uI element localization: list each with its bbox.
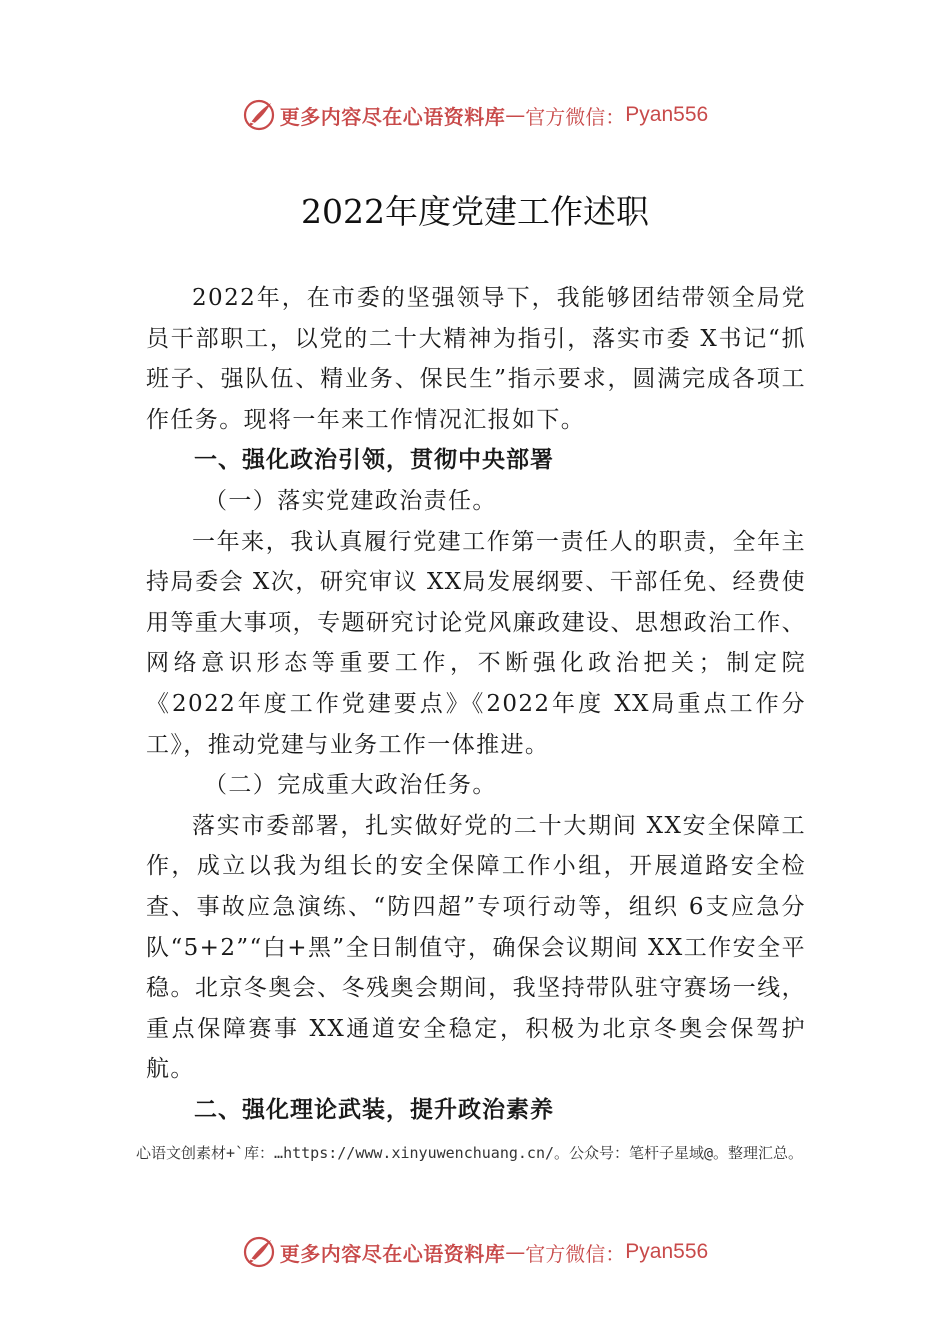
quill-pen-logo-icon [242, 98, 276, 132]
intro-paragraph: 2022年，在市委的坚强领导下，我能够团结带领全局党员干部职工，以党的二十大精神为指引，落实市委 X书记“抓班子、强队伍、精业务、保民生”指示要求，圆满完成各项工作任务。现将一年来工作情况汇报如下。 [146, 285, 806, 433]
sub1-paragraph: 一年来，我认真履行党建工作第一责任人的职责，全年主持局委会 X次，研究审议 XX局发展纲要、干部任免、经费使用等重大事项，专题研究讨论党风廉政建设、思想政治工作、网络意识形态等重要工作，不断强化政治把关；制定院《2022年度工作党建要点》《2022年度 XX局重点工作分工》，推动党建与业务工作一体推进。 [146, 528, 806, 758]
footer-banner [0, 1232, 950, 1272]
sub2-paragraph: 落实市委部署，扎实做好党的二十大期间 XX安全保障工作，成立以我为组长的安全保障工作小组，开展道路安全检查、事故应急演练、“防四超”专项行动等，组织 6支应急分队“5+2”“白+黑”全日制值守，确保会议期间 XX工作安全平稳。北京冬奥会、冬残奥会期间，我坚持带队驻守赛场一线，重点保障赛事 XX通道安全稳定，积极为北京冬奥会保驾护航。 [146, 812, 806, 1083]
banner-brand-text: 更多内容尽在心语资料库 [279, 104, 506, 129]
footer-note: 心语文创素材+`库：…https://www.xinyuwenchuang.cn/。公众号：笔杆子星域@。整理汇总。 [136, 1144, 804, 1162]
section2-heading: 二、强化理论武装，提升政治素养 [194, 1096, 554, 1123]
banner-wechat-id: Pyan556 [625, 103, 709, 126]
sub1-heading: （一）落实党建政治责任。 [204, 487, 497, 514]
document-title: 2022年度党建工作述职 [301, 192, 649, 231]
quill-pen-logo-icon [242, 1235, 276, 1269]
banner-wechat-label: 官方微信： [525, 104, 626, 129]
header-banner [0, 95, 950, 135]
section1-heading: 一、强化政治引领，贯彻中央部署 [194, 447, 554, 474]
banner-brand-text: 更多内容尽在心语资料库 [279, 1241, 506, 1266]
banner-separator: — [505, 103, 526, 127]
banner-wechat-id: Pyan556 [625, 1240, 709, 1263]
banner-wechat-label: 官方微信： [525, 1241, 626, 1266]
banner-separator: — [505, 1240, 526, 1264]
sub2-heading: （二）完成重大政治任务。 [204, 772, 497, 799]
document-body [146, 278, 806, 1130]
